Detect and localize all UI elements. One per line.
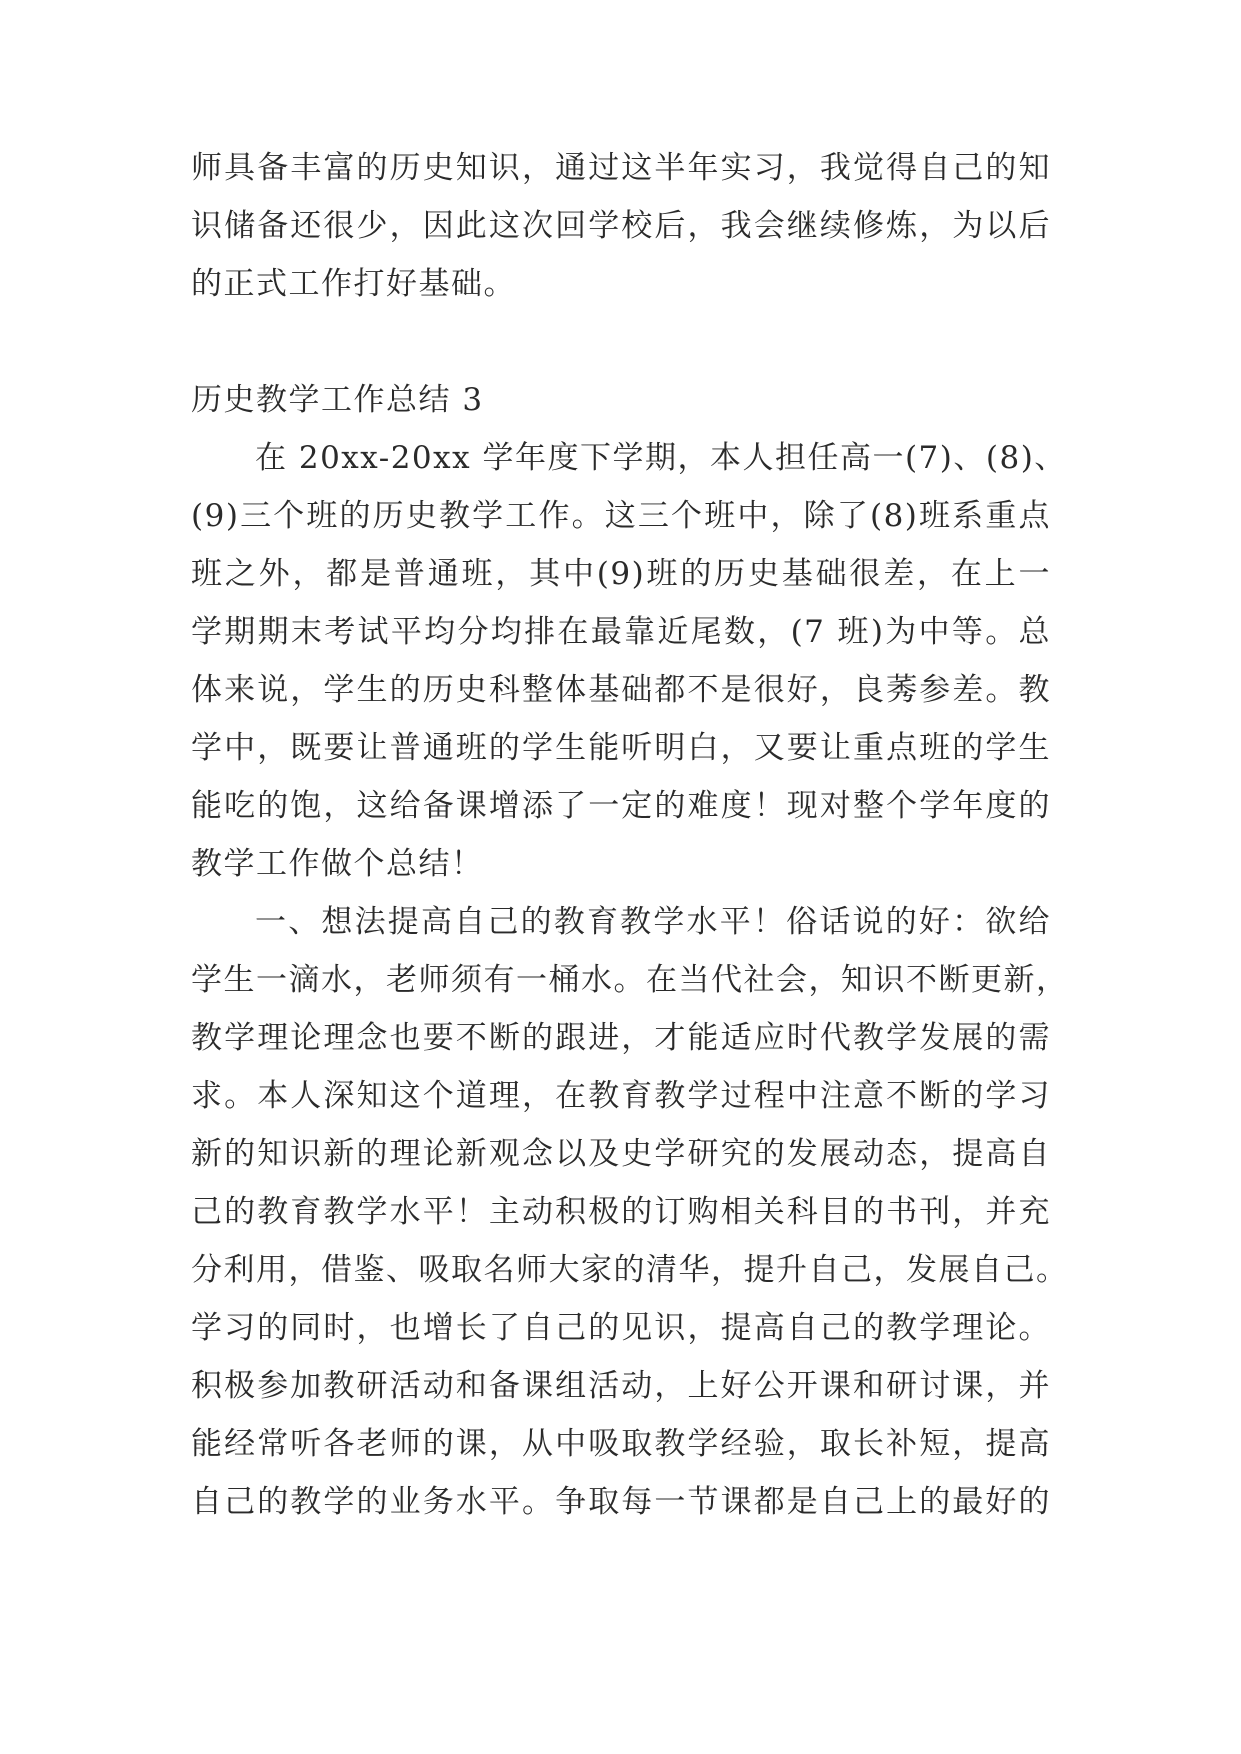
text-line: 学中，既要让普通班的学生能听明白，又要让重点班的学生 (191, 730, 1051, 766)
text-line: 能经常听各老师的课，从中吸取教学经验，取长补短，提高 (191, 1426, 1051, 1462)
text-line: 识储备还很少，因此这次回学校后，我会继续修炼，为以后 (191, 208, 1051, 244)
text-line: 教学理论理念也要不断的跟进，才能适应时代教学发展的需 (191, 1020, 1051, 1056)
text-line: 己的教育教学水平！主动积极的订购相关科目的书刊，并充 (191, 1194, 1051, 1230)
text-line: 的正式工作打好基础。 (191, 266, 516, 302)
text-line: 分利用，借鉴、吸取名师大家的清华，提升自己，发展自己。 (191, 1252, 1069, 1288)
text-line: 在 20xx-20xx 学年度下学期，本人担任高一(7)、(8)、 (255, 440, 1067, 476)
section-title: 历史教学工作总结 3 (191, 382, 484, 418)
text-line: 求。本人深知这个道理，在教育教学过程中注意不断的学习 (191, 1078, 1051, 1114)
text-line: 一、想法提高自己的教育教学水平！俗话说的好：欲给 (255, 904, 1051, 940)
text-line: 班之外，都是普通班，其中(9)班的历史基础很差，在上一 (191, 556, 1051, 592)
text-line: 学期期末考试平均分均排在最靠近尾数，(7 班)为中等。总 (191, 614, 1051, 650)
text-line: 学生一滴水，老师须有一桶水。在当代社会，知识不断更新， (191, 962, 1069, 998)
text-line: (9)三个班的历史教学工作。这三个班中，除了(8)班系重点 (191, 498, 1051, 534)
text-line: 积极参加教研活动和备课组活动，上好公开课和研讨课，并 (191, 1368, 1051, 1404)
text-line: 学习的同时，也增长了自己的见识，提高自己的教学理论。 (191, 1310, 1051, 1346)
text-line: 自己的教学的业务水平。争取每一节课都是自己上的最好的 (191, 1484, 1051, 1520)
text-line: 师具备丰富的历史知识，通过这半年实习，我觉得自己的知 (191, 150, 1051, 186)
text-line: 体来说，学生的历史科整体基础都不是很好，良莠参差。教 (191, 672, 1051, 708)
text-line: 教学工作做个总结！ (191, 846, 484, 882)
text-line: 能吃的饱，这给备课增添了一定的难度！现对整个学年度的 (191, 788, 1051, 824)
text-line: 新的知识新的理论新观念以及史学研究的发展动态，提高自 (191, 1136, 1051, 1172)
